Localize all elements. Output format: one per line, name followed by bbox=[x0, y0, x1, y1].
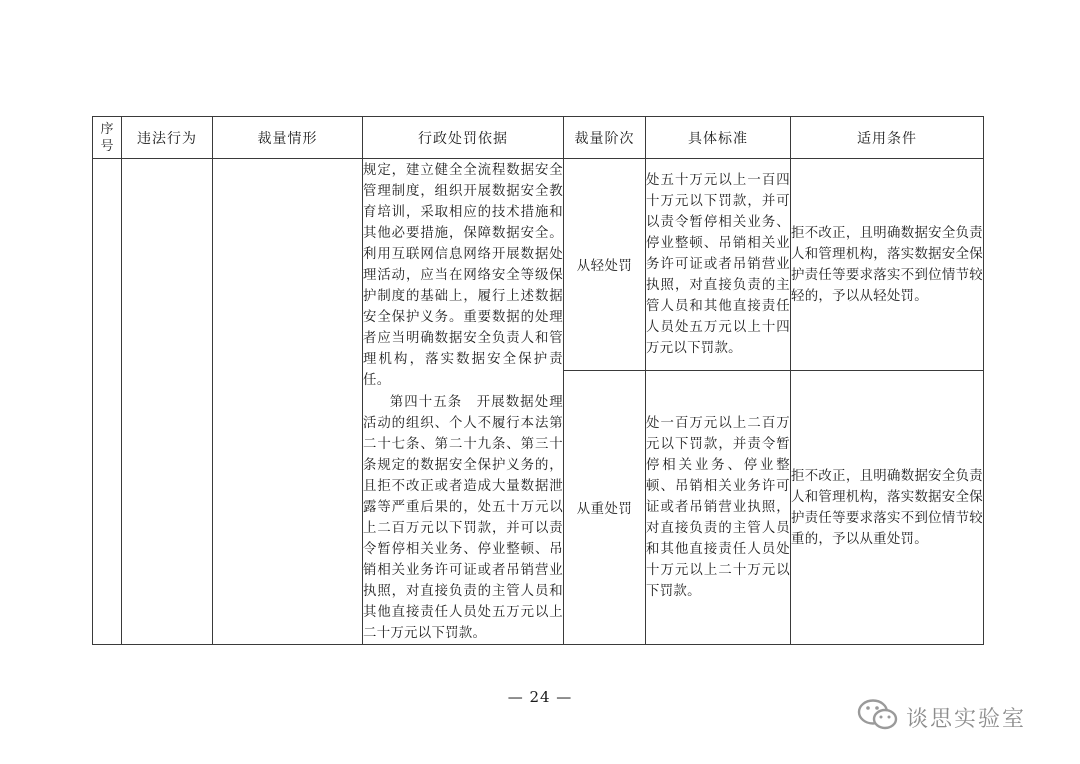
header-standard: 具体标准 bbox=[646, 117, 791, 159]
watermark-text: 谈思实验室 bbox=[906, 706, 1027, 732]
header-condition: 适用条件 bbox=[791, 117, 984, 159]
header-level: 裁量阶次 bbox=[564, 117, 646, 159]
condition-light-text: 拒不改正，且明确数据安全负责人和管理机构，落实数据安全保护责任等要求落实不到位情节较轻的，予以从轻处罚。 bbox=[791, 225, 983, 304]
header-violation: 违法行为 bbox=[122, 117, 213, 159]
penalty-table bbox=[92, 116, 984, 645]
cell-condition-heavy bbox=[791, 371, 984, 645]
header-index bbox=[93, 117, 122, 159]
cell-condition-light bbox=[791, 159, 984, 371]
basis-paragraph-2: 第四十五条 开展数据处理活动的组织、个人不履行本法第二十七条、第二十九条、第三十条规定的数据安全保护义务的，且拒不改正或者造成大量数据泄露等严重后果的，处五十万元以上二百万元以下罚款，并可以责令暂停相关业务、停业整顿、吊销相关业务许可证或者吊销营业执照，对直接负责的主管人员和其他直接责任人员处五万元以上二十万元以下罚款。 bbox=[363, 395, 563, 641]
cell-circumstances bbox=[213, 159, 363, 645]
cell-index bbox=[93, 159, 122, 645]
cell-level-light: 从轻处罚 bbox=[564, 159, 646, 371]
standard-heavy-text: 处一百万元以上二百万元以下罚款，并责令暂停相关业务、停业整顿、吊销相关业务许可证或者吊销营业执照，对直接负责的主管人员和其他直接责任人员处十万元以上二十万元以下罚款。 bbox=[646, 416, 790, 600]
table-row bbox=[93, 159, 984, 371]
basis-paragraph-1: 规定，建立健全全流程数据安全管理制度，组织开展数据安全教育培训，采取相应的技术措施和其他必要措施，保障数据安全。利用互联网信息网络开展数据处理活动，应当在网络安全等级保护制度的基础上，履行上述数据安全保护义务。重要数据的处理者应当明确数据安全负责人和管理机构，落实数据安全保护责任。 bbox=[363, 163, 563, 388]
table-header bbox=[93, 117, 984, 159]
cell-level-heavy: 从重处罚 bbox=[564, 371, 646, 645]
header-circumstances: 裁量情形 bbox=[213, 117, 363, 159]
cell-basis bbox=[363, 159, 564, 645]
cell-standard-light bbox=[646, 159, 791, 371]
condition-heavy-text: 拒不改正，且明确数据安全负责人和管理机构，落实数据安全保护责任等要求落实不到位情节较重的，予以从重处罚。 bbox=[791, 468, 983, 547]
cell-standard-heavy bbox=[646, 371, 791, 645]
header-basis: 行政处罚依据 bbox=[363, 117, 564, 159]
watermark bbox=[856, 697, 1026, 737]
header-index-label: 序号 bbox=[100, 121, 114, 154]
cell-violation bbox=[122, 159, 213, 645]
wechat-icon bbox=[856, 697, 900, 737]
page-number: — 24 — bbox=[507, 688, 573, 706]
standard-light-text: 处五十万元以上一百四十万元以下罚款，并可以责令暂停相关业务、停业整顿、吊销相关业务许可证或者吊销营业执照，对直接负责的主管人员和其他直接责任人员处五万元以上十四万元以下罚款。 bbox=[646, 173, 790, 357]
header-row bbox=[93, 117, 984, 159]
